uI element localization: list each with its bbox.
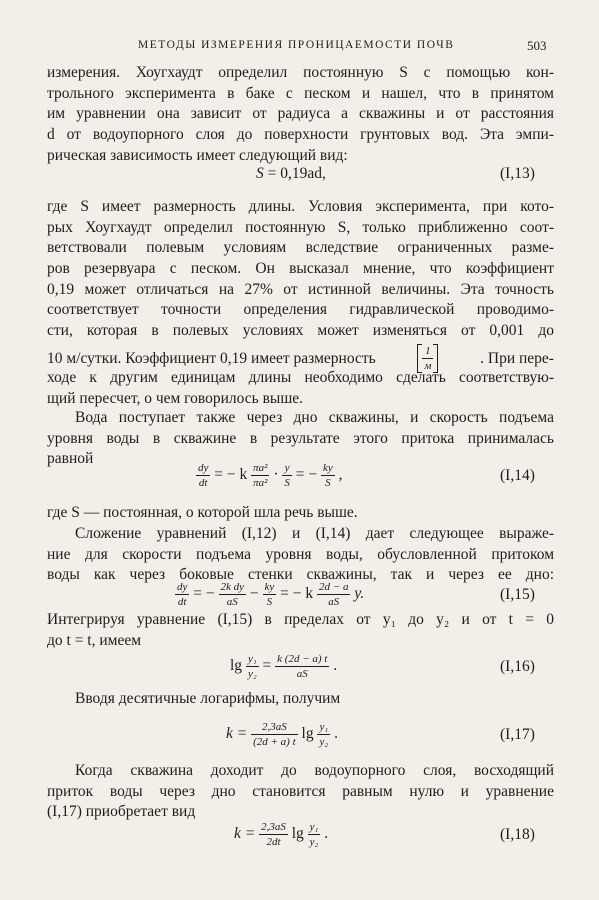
text-line: Вводя десятичные логарифмы, получим <box>75 690 341 707</box>
numerator: 2d − a <box>319 581 349 593</box>
equation-operator: · <box>273 466 279 484</box>
equation-tail: y. <box>354 585 365 603</box>
text-line: сти, которая в полевых условиях может изменяться от 0,001 до <box>47 322 554 340</box>
equation-operator: − <box>249 585 259 603</box>
equation-i14 <box>196 461 342 490</box>
equation-number: (I,18) <box>500 826 535 843</box>
text-line: ние для скорости подъема уровня воды, обусловленной притоком <box>47 545 554 563</box>
denominator: S <box>321 475 335 490</box>
unit-numerator: 1 <box>425 345 431 357</box>
numerator: k (2d − a) t <box>277 653 328 665</box>
fraction <box>251 720 298 749</box>
text-line: приток воды через дно становится равным нулю и уравнение <box>47 782 554 800</box>
text-line: соответствует точности определения гидравлической проводимо- <box>47 301 554 319</box>
text-line: Сложение уравнений (I,12) и (I,14) дает следующее выраже- <box>75 525 554 542</box>
paragraph-2 <box>47 197 554 342</box>
equation-tail: , <box>338 466 343 484</box>
unit-denominator: м <box>424 360 432 372</box>
text-line: рых Хоугхаудт определил постоянную S, только приближенно соот- <box>47 218 554 236</box>
equation-lhs: S <box>256 165 264 182</box>
numerator: y₁ <box>247 653 257 665</box>
text-line: 0,19 может отличаться на 27% от истинной величины. Эта точность <box>47 280 554 298</box>
numerator: y <box>284 462 290 474</box>
equation-operator: = − <box>193 585 215 603</box>
numerator: ky <box>322 462 333 474</box>
equation-number: (I,17) <box>500 726 535 743</box>
text-line: d от водоупорного слоя до поверхности грунтовых вод. Эта эмпи- <box>47 126 554 144</box>
fraction <box>196 461 210 490</box>
text-line: ветствовали полевым условиям вследствие ограниченных разме- <box>47 239 554 257</box>
equation-number: (I,13) <box>500 165 535 182</box>
fraction <box>175 580 189 609</box>
denominator: S <box>284 477 290 489</box>
fraction <box>251 461 269 490</box>
numerator: dy <box>177 581 188 593</box>
text-line: Когда скважина доходит до водоупорного слоя, восходящий <box>75 762 554 779</box>
text-line: ходе к другим единицам длины необходимо сделать соответствую- <box>47 369 554 386</box>
fraction <box>219 580 247 609</box>
text-line: щий пересчет, о чем говорилось выше. <box>47 389 304 407</box>
numerator: y₁ <box>309 821 319 833</box>
numerator: dy <box>198 462 209 474</box>
denominator: S <box>263 594 277 609</box>
text-line: где S — постоянная, о которой шла речь выше. <box>47 504 358 521</box>
equation-lhs: k = <box>226 725 248 743</box>
numerator: 2,3aS <box>261 821 286 833</box>
paragraph-7 <box>47 689 554 710</box>
numerator: 2,3aS <box>262 721 287 733</box>
fraction <box>317 580 350 609</box>
equation-rhs: = 0,19ad, <box>267 165 326 182</box>
equation-operator: = − k <box>214 466 248 484</box>
text-line: равной <box>47 450 94 468</box>
text-line: им уравнении она зависит от радиуса a скважины и от расстояния <box>47 105 554 123</box>
text-line: ров резервуара с песком. Он высказал мнение, что коэффициент <box>47 260 554 278</box>
equation-operator: = − k <box>280 585 314 603</box>
log-operator: lg <box>301 725 314 743</box>
running-header-title: МЕТОДЫ ИЗМЕРЕНИЯ ПРОНИЦАЕМОСТИ ПОЧВ <box>138 39 455 51</box>
paragraph-5 <box>47 524 554 586</box>
text-line: воды как через боковые стенки скважины, так и через ее дно: <box>47 566 554 584</box>
text-line: трольного эксперимента в баке с песком и нашел, что в принятом <box>47 84 554 102</box>
paragraph-4 <box>47 503 554 524</box>
equation-number: (I,16) <box>500 658 535 675</box>
paragraph-2-end <box>47 368 554 409</box>
text-line: до t = t, имеем <box>47 631 142 649</box>
fraction <box>282 461 292 490</box>
denominator: aS <box>219 594 247 609</box>
equation-i16 <box>230 652 337 681</box>
denominator: aS <box>317 594 350 609</box>
text-line: Вода поступает также через дно скважины, и скорость подъема <box>75 409 554 426</box>
page-number: 503 <box>527 38 547 53</box>
text-line: измерения. Хоугхаудт определил постоянную S с помощью кон- <box>47 64 554 81</box>
log-operator: lg <box>291 825 304 843</box>
equation-tail: . <box>324 825 329 843</box>
text-segment: 10 м/сутки. Коэффициент 0,19 имеет размерность <box>47 349 376 367</box>
text-line: Интегрируя уравнение (I,15) в пределах от y₁ до y₂ и от t = 0 <box>47 611 554 628</box>
equation-i17 <box>226 720 338 749</box>
equation-tail: . <box>334 725 338 743</box>
text-line: (I,17) приобретает вид <box>47 803 196 821</box>
equation-tail: . <box>333 657 338 675</box>
denominator: 2dt <box>259 834 288 849</box>
equation-number: (I,14) <box>500 467 535 484</box>
denominator: πa² <box>253 477 268 489</box>
denominator: y₂ <box>247 668 257 680</box>
equation-operator: = <box>262 657 272 675</box>
numerator: y₁ <box>319 721 329 733</box>
denominator: aS <box>275 666 329 681</box>
fraction <box>246 652 259 681</box>
numerator: 2k dy <box>220 581 245 593</box>
numerator: πa² <box>253 462 268 474</box>
denominator: dt <box>175 594 189 609</box>
text-line: где S имеет размерность длины. Условия эксперимента, при кото- <box>47 198 554 215</box>
paragraph-6 <box>47 610 554 651</box>
denominator: y₂ <box>319 736 329 748</box>
fraction <box>321 461 335 490</box>
numerator: ky <box>264 581 275 593</box>
equation-i18 <box>234 820 328 849</box>
fraction <box>317 720 330 749</box>
denominator: dt <box>196 475 210 490</box>
text-segment: . При пере- <box>480 349 554 367</box>
text-line: рическая зависимость имеет следующий вид: <box>47 146 348 164</box>
fraction <box>275 652 329 681</box>
fraction <box>259 820 288 849</box>
equation-operator: = − <box>295 466 318 484</box>
denominator: y₂ <box>309 836 319 848</box>
fraction <box>308 820 321 849</box>
equation-i15 <box>175 580 364 609</box>
fraction <box>263 580 277 609</box>
equation-i13 <box>256 165 326 183</box>
paragraph-1 <box>47 63 554 166</box>
equation-lhs: k = <box>234 825 256 843</box>
paragraph-8 <box>47 761 554 823</box>
text-line: уровня воды в скважине в результате этого притока принималась <box>47 429 554 447</box>
log-operator: lg <box>230 657 243 675</box>
equation-number: (I,15) <box>500 586 535 603</box>
denominator: (2d + a) t <box>253 736 296 748</box>
